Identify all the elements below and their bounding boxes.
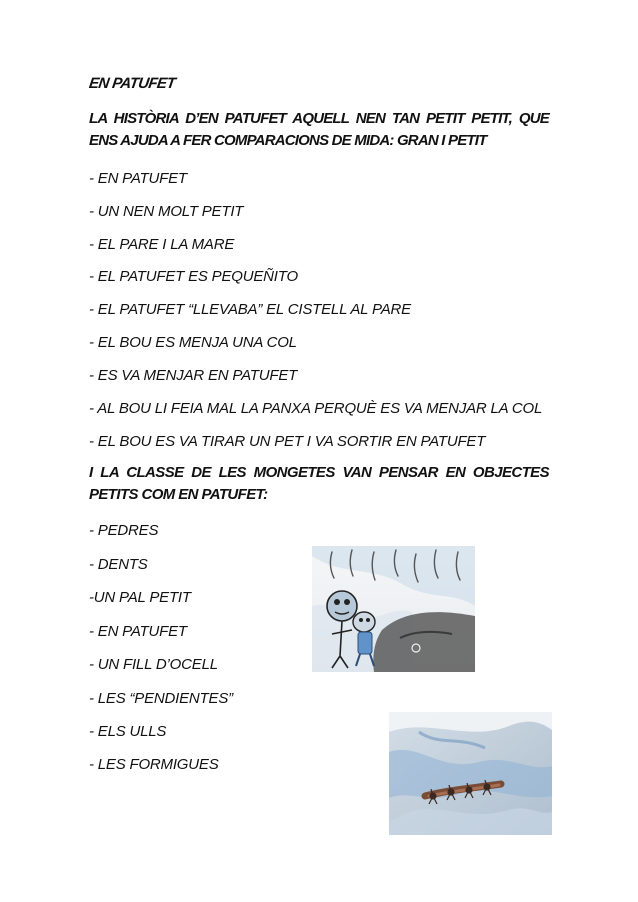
story-item: - EL PATUFET “LLEVABA” EL CISTELL AL PARE [89,301,411,318]
object-item: - LES FORMIGUES [89,756,219,773]
document-title: EN PATUFET [87,75,177,92]
story-item: - ES VA MENJAR EN PATUFET [89,367,298,384]
story-item: - EL PATUFET ES PEQUEÑITO [89,268,298,285]
object-item: - UN FILL D’OCELL [89,656,218,673]
story-item: - EL BOU ES VA TIRAR UN PET I VA SORTIR EN PATUFET [89,433,486,450]
intro-paragraph: LA HISTÒRIA D’EN PATUFET AQUELL NEN TAN PETIT PETIT, QUE ENS AJUDA A FER COMPARACIONS DE MIDA: GRAN I PETIT [89,110,549,149]
object-item: - LES “PENDIENTES” [89,690,233,707]
drawing-ants-image [389,712,552,835]
child-drawing-patufet-rain [312,546,475,672]
object-item: - DENTS [89,556,148,573]
story-item: - EL PARE I LA MARE [89,236,235,253]
story-item: - EL BOU ES MENJA UNA COL [89,334,297,351]
class-intro-paragraph: I LA CLASSE DE LES MONGETES VAN PENSAR EN OBJECTES PETITS COM EN PATUFET: [89,464,549,503]
story-item: - EN PATUFET [89,170,187,187]
story-item: - UN NEN MOLT PETIT [89,203,244,220]
object-item: -UN PAL PETIT [89,589,191,606]
object-item: - EN PATUFET [89,623,187,640]
child-drawing-ants [389,712,552,835]
object-item: - ELS ULLS [89,723,167,740]
drawing-patufet-rain-image [312,546,475,672]
object-item: - PEDRES [89,522,159,539]
story-item: - AL BOU LI FEIA MAL LA PANXA PERQUÈ ES VA MENJAR LA COL [89,400,543,417]
